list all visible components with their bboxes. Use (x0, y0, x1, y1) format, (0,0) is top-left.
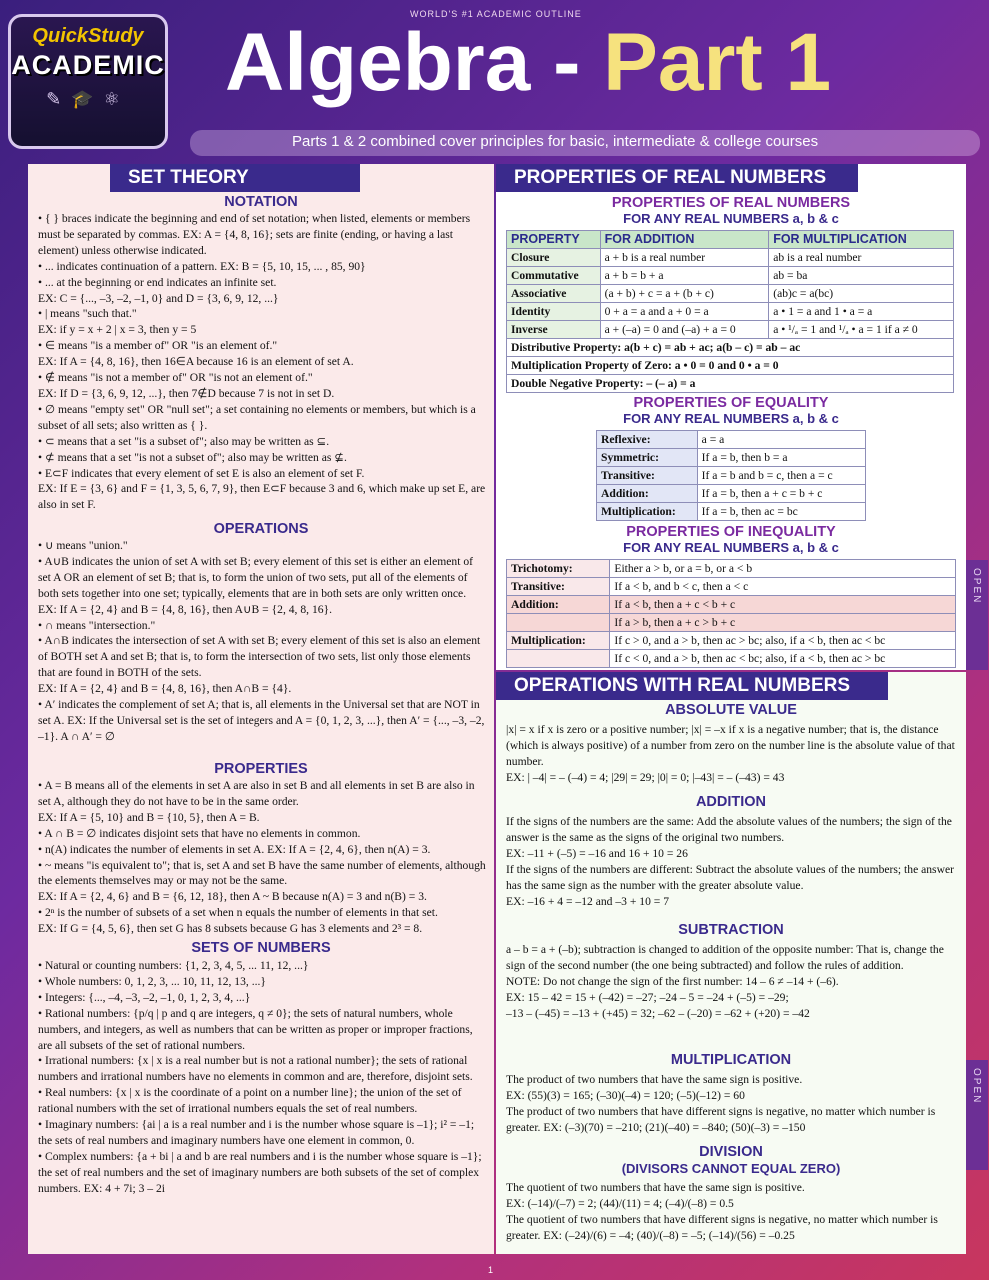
sub-title: SUBTRACTION (678, 922, 784, 938)
text-line: The product of two numbers that have the same sign is positive. (506, 1073, 803, 1086)
text-line: • ∉ means "is not a member of" OR "is not an element of." (38, 371, 313, 385)
table-cell: If a = b, then b = a (697, 449, 865, 467)
table-cell: Closure (507, 249, 601, 267)
text-line: • Real numbers: {x | x is the coordinate of a point on a number line}; the union of the set of rational numbers with the set of irrational numbers equals the set of real numbers. (38, 1086, 462, 1116)
sets-title: SETS OF NUMBERS (191, 940, 331, 956)
title-main: Algebra - (225, 17, 604, 108)
table-row (507, 339, 954, 357)
logo-icons: ✎🎓⚛ (46, 89, 130, 109)
set-theory-heading: SET THEORY (110, 164, 360, 192)
table-row (597, 467, 866, 485)
table-cell: Multiplication: (507, 632, 610, 650)
properties-title: PROPERTIES (214, 761, 308, 777)
table-row (507, 303, 954, 321)
text-line: • A∩B indicates the intersection of set A with set B; every element of this set is also an element of BOTH set A and set B; that is, to form the intersection of two sets, list only those elements that are found in BOTH of the sets. (38, 634, 481, 680)
div-text (506, 1180, 958, 1244)
page-title (225, 18, 831, 108)
text-line: • Natural or counting numbers: {1, 2, 3, 4, 5, ... 11, 12, ...} (38, 959, 309, 972)
table-cell: If c > 0, and a > b, then ac > bc; also, if a < b, then ac < bc (610, 632, 956, 650)
set-theory-panel (28, 164, 494, 1254)
div-title: DIVISION (699, 1144, 763, 1160)
sub-text (506, 942, 958, 1022)
table-row (507, 560, 956, 578)
table-row (507, 357, 954, 375)
side-label-1: OPEN (971, 568, 982, 605)
real-properties-panel (496, 164, 966, 670)
add-title: ADDITION (695, 794, 767, 810)
table-cell (507, 650, 610, 668)
table-row (507, 285, 954, 303)
text-line: • ∅ means "empty set" OR "null set"; a set containing no elements or members, but which is a subset of all sets; also written as { }. (38, 402, 476, 432)
text-line: EX: –11 + (–5) = –16 and 16 + 10 = 26 (506, 846, 688, 860)
table-row (507, 596, 956, 614)
table-row (507, 231, 954, 249)
t1-subtitle: FOR ANY REAL NUMBERS a, b & c (623, 211, 839, 226)
notation-list (38, 211, 486, 513)
table-cell: If a = b, then ac = bc (697, 503, 865, 521)
table-cell: Transitive: (597, 467, 698, 485)
text-line: The quotient of two numbers that have the same sign is positive. (506, 1181, 805, 1194)
text-line: • 2ⁿ is the number of subsets of a set when n equals the number of elements in that set. (38, 906, 438, 920)
table-row (507, 578, 956, 596)
text-line: • A∪B indicates the union of set A with set B; every element of this set is either an element of set A OR an element of set B; that is, to form the union of two sets, put all of the elements of both sets together into one set; typically, elements that are in both sets are only written once. (38, 554, 473, 600)
table-cell: Identity (507, 303, 601, 321)
table-cell: If a > b, then a + c > b + c (610, 614, 956, 632)
text-line: The quotient of two numbers that have different signs is negative, no matter which number is greater. EX: (–24)/(6) = –4; (40)/(–8) = –5; (–14)/(56) = –0.25 (506, 1212, 938, 1242)
text-line: EX: If D = {3, 6, 9, 12, ...}, then 7∉D because 7 is not in set D. (38, 386, 335, 400)
add-text (506, 814, 958, 909)
table-cell: Reflexive: (597, 431, 698, 449)
abs-text (506, 722, 958, 786)
text-line: • A = B means all of the elements in set A are also in set B and all elements in set B are also in set A, although they do not have to be in the same order. (38, 779, 475, 808)
text-line: EX: if y = x + 2 | x = 3, then y = 5 (38, 323, 197, 337)
side-tab-open-2[interactable] (966, 1060, 988, 1170)
text-line: • ~ means "is equivalent to"; that is, set A and set B have the same number of elements, although the elements themselves may or may not be the same. (38, 858, 486, 888)
text-line: • ... at the beginning or end indicates an infinite set. (38, 275, 277, 289)
properties-list (38, 778, 486, 937)
text-line: EX: (–14)/(–7) = 2; (44)/(11) = 4; (–4)/(–8) = 0.5 (506, 1196, 734, 1210)
table-cell: a = a (697, 431, 865, 449)
table-cell: If c < 0, and a > b, then ac < bc; also, if a < b, then ac > bc (610, 650, 956, 668)
table-cell: If a < b, then a + c < b + c (610, 596, 956, 614)
table-cell: If a = b and b = c, then a = c (697, 467, 865, 485)
table-cell: (a + b) + c = a + (b + c) (600, 285, 769, 303)
text-line: • ∪ means "union." (38, 539, 128, 552)
table-cell: Addition: (507, 596, 610, 614)
operations-title: OPERATIONS (213, 521, 309, 537)
table-row (507, 632, 956, 650)
text-line: • ∈ means "is a member of" OR "is an element of." (38, 339, 278, 353)
text-line: • A ∩ B = ∅ indicates disjoint sets that have no elements in common. (38, 826, 361, 840)
side-label-2: OPEN (971, 1068, 982, 1105)
text-line: • ⊄ means that a set "is not a subset of"; also may be written as ⊈. (38, 450, 347, 464)
table-cell: a • ¹/ₐ = 1 and ¹/ₐ • a = 1 if a ≠ 0 (769, 321, 954, 339)
mul-title: MULTIPLICATION (670, 1052, 792, 1068)
text-line: |x| = x if x is zero or a positive number; |x| = –x if x is a negative number; that is, the distance (which is always positive) of a number from zero on the number line is the absolute value of that number. (506, 723, 955, 768)
text-line: • Integers: {..., –4, –3, –2, –1, 0, 1, 2, 3, 4, ...} (38, 990, 251, 1004)
text-line: EX: | –4| = – (–4) = 4; |29| = 29; |0| = 0; |–43| = – (–43) = 43 (506, 770, 785, 784)
table-cell: Either a > b, or a = b, or a < b (610, 560, 956, 578)
text-line: EX: If A = {5, 10} and B = {10, 5}, then A = B. (38, 810, 260, 824)
page-number: 1 (488, 1265, 494, 1275)
text-line: • | means "such that." (38, 307, 137, 321)
table-cell: Transitive: (507, 578, 610, 596)
table-cell: ab = ba (769, 267, 954, 285)
t3-subtitle: FOR ANY REAL NUMBERS a, b & c (623, 540, 839, 555)
logo-brand: QuickStudy (32, 25, 144, 47)
t2-title: PROPERTIES OF EQUALITY (633, 395, 829, 411)
table-cell: (ab)c = a(bc) (769, 285, 954, 303)
table-cell: a + b is a real number (600, 249, 769, 267)
text-line: If the signs of the numbers are different: Subtract the absolute values of the numbers; the answer has the same sign as the number with the greater absolute value. (506, 862, 954, 892)
text-line: EX: 15 – 42 = 15 + (–42) = –27; –24 – 5 = –24 + (–5) = –29; (506, 990, 789, 1004)
real-properties-table (506, 230, 954, 393)
text-line: • Rational numbers: {p/q | p and q are integers, q ≠ 0}; the sets of natural numbers, whole numbers, and integers, as well as numbers that can be written as proper or improper fractions, are all subsets of the set of rational numbers. (38, 1006, 473, 1052)
mul-text (506, 1072, 958, 1136)
table-cell: Double Negative Property: – (– a) = a (507, 375, 954, 393)
table-row (507, 249, 954, 267)
table-cell: Distributive Property: a(b + c) = ab + ac; a(b – c) = ab – ac (507, 339, 954, 357)
text-line: EX: If A = {4, 8, 16}, then 16∈A because 16 is an element of set A. (38, 355, 354, 369)
text-line: EX: (55)(3) = 165; (–30)(–4) = 120; (–5)(–12) = 60 (506, 1088, 745, 1102)
t2-subtitle: FOR ANY REAL NUMBERS a, b & c (623, 411, 839, 426)
table-cell: If a = b, then a + c = b + c (697, 485, 865, 503)
table-cell: Multiplication Property of Zero: a • 0 = 0 and 0 • a = 0 (507, 357, 954, 375)
table-header-cell: FOR ADDITION (600, 231, 769, 249)
table-cell: a + (–a) = 0 and (–a) + a = 0 (600, 321, 769, 339)
text-line: • Imaginary numbers: {ai | a is a real number and i is the number whose square is –1}; i² = –1; the sets of real numbers and imaginary numbers have one element in common, 0. (38, 1118, 475, 1147)
text-line: EX: If A = {2, 4, 6} and B = {6, 12, 18}, then A ~ B because n(A) = 3 and n(B) = 3. (38, 890, 427, 904)
top-tagline: WORLD'S #1 ACADEMIC OUTLINE (410, 9, 582, 19)
text-line: • Whole numbers: 0, 1, 2, 3, ... 10, 11, 12, 13, ...} (38, 974, 266, 988)
text-line: • ⊂ means that a set "is a subset of"; also may be written as ⊆. (38, 434, 330, 448)
logo-academic: ACADEMIC (11, 50, 165, 80)
side-tab-open-1[interactable] (966, 560, 988, 670)
table-row (507, 375, 954, 393)
table-row (507, 614, 956, 632)
text-line: NOTE: Do not change the sign of the first number: 14 – 6 ≠ –14 + (–6). (506, 974, 839, 988)
table-row (597, 503, 866, 521)
notation-title: NOTATION (224, 194, 298, 210)
text-line: • n(A) indicates the number of elements in set A. EX: If A = {2, 4, 6}, then n(A) = 3. (38, 842, 431, 856)
t1-title: PROPERTIES OF REAL NUMBERS (611, 195, 851, 211)
table-cell (507, 614, 610, 632)
table-cell: Addition: (597, 485, 698, 503)
text-line: • Complex numbers: {a + bi | a and b are real numbers and i is the number whose square is –1}; the set of real numbers and the set of imaginary numbers are both subsets of the set of complex numbers. EX: 4 + 7i; 3 – 2i (38, 1149, 482, 1195)
subtitle: Parts 1 & 2 combined cover principles for basic, intermediate & college courses (292, 133, 819, 150)
text-line: EX: –16 + 4 = –12 and –3 + 10 = 7 (506, 894, 670, 908)
table-cell: If a < b, and b < c, then a < c (610, 578, 956, 596)
text-line: The product of two numbers that have different signs is negative, no matter which number is greater. EX: (–3)(70) = –210; (21)(–40) = –840; (50)(–3) = –150 (506, 1104, 936, 1134)
table-row (597, 485, 866, 503)
table-cell: a • 1 = a and 1 • a = a (769, 303, 954, 321)
text-line: • A′ indicates the complement of set A; that is, all elements in the Universal set that are NOT in set A. EX: If the Universal set is the set of integers and A = {0, 1, 2, 3, ...}, then A′ = {..., –3, –2, –1}. A ∩ A′ = ∅ (38, 698, 485, 743)
table-row (597, 449, 866, 467)
table-cell: a + b = b + a (600, 267, 769, 285)
table-row (597, 431, 866, 449)
table-cell: Commutative (507, 267, 601, 285)
table-cell: 0 + a = a and a + 0 = a (600, 303, 769, 321)
text-line: a – b = a + (–b); subtraction is changed to addition of the opposite number: That is, change the sign of the second number (the one being subtracted) and follow the rules of addition. (506, 943, 944, 972)
t3-title: PROPERTIES OF INEQUALITY (626, 524, 836, 540)
sets-list (38, 958, 486, 1197)
table-cell: Trichotomy: (507, 560, 610, 578)
table-cell: Inverse (507, 321, 601, 339)
text-line: EX: If G = {4, 5, 6}, then set G has 8 subsets because G has 3 elements and 2³ = 8. (38, 922, 423, 936)
table-cell: ab is a real number (769, 249, 954, 267)
text-line: EX: C = {..., –3, –2, –1, 0} and D = {3, 6, 9, 12, ...} (38, 291, 279, 305)
table-row (507, 650, 956, 668)
table-cell: Symmetric: (597, 449, 698, 467)
text-line: –13 – (–45) = –13 + (+45) = 32; –62 – (–20) = –62 + (+20) = –42 (506, 1006, 810, 1020)
header (0, 0, 989, 160)
div-subtitle: (DIVISORS CANNOT EQUAL ZERO) (621, 1161, 841, 1176)
operations-real-panel (496, 672, 966, 1254)
table-row (507, 321, 954, 339)
table-header-cell: PROPERTY (507, 231, 601, 249)
text-line: EX: If E = {3, 6} and F = {1, 3, 5, 6, 7, 9}, then E⊂F because 3 and 6, which make up set E, are also in set F. (38, 482, 486, 512)
equality-table (596, 430, 866, 521)
title-part: Part 1 (603, 17, 832, 108)
real-properties-heading: PROPERTIES OF REAL NUMBERS (496, 164, 858, 192)
text-line: EX: If A = {2, 4} and B = {4, 8, 16}, then A∩B = {4}. (38, 682, 292, 696)
operations-real-heading: OPERATIONS WITH REAL NUMBERS (496, 672, 888, 700)
text-line: • E⊂F indicates that every element of set E is also an element of set F. (38, 466, 365, 480)
text-line: • Irrational numbers: {x | x is a real number but is not a rational number}; the sets of rational numbers and irrational numbers have no elements in common and are, therefore, disjoint sets. (38, 1054, 473, 1084)
table-cell: Multiplication: (597, 503, 698, 521)
text-line: • { } braces indicate the beginning and end of set notation; when listed, elements or members must be separated by commas. EX: A = {4, 8, 16}; sets are finite (ending, or having a last element) unless otherwise indicated. (38, 212, 471, 257)
text-line: EX: If A = {2, 4} and B = {4, 8, 16}, then A∪B = {2, 4, 8, 16}. (38, 602, 333, 616)
table-cell: Associative (507, 285, 601, 303)
abs-title: ABSOLUTE VALUE (665, 702, 797, 718)
table-header-cell: FOR MULTIPLICATION (769, 231, 954, 249)
text-line: • ∩ means "intersection." (38, 618, 156, 632)
operations-list (38, 538, 486, 745)
inequality-table (506, 559, 956, 668)
table-row (507, 267, 954, 285)
text-line: • ... indicates continuation of a pattern. EX: B = {5, 10, 15, ... , 85, 90} (38, 259, 366, 273)
text-line: If the signs of the numbers are the same: Add the absolute values of the numbers; the sign of the answer is the same as the signs of the original two numbers. (506, 815, 952, 844)
quickstudy-logo (8, 14, 168, 149)
